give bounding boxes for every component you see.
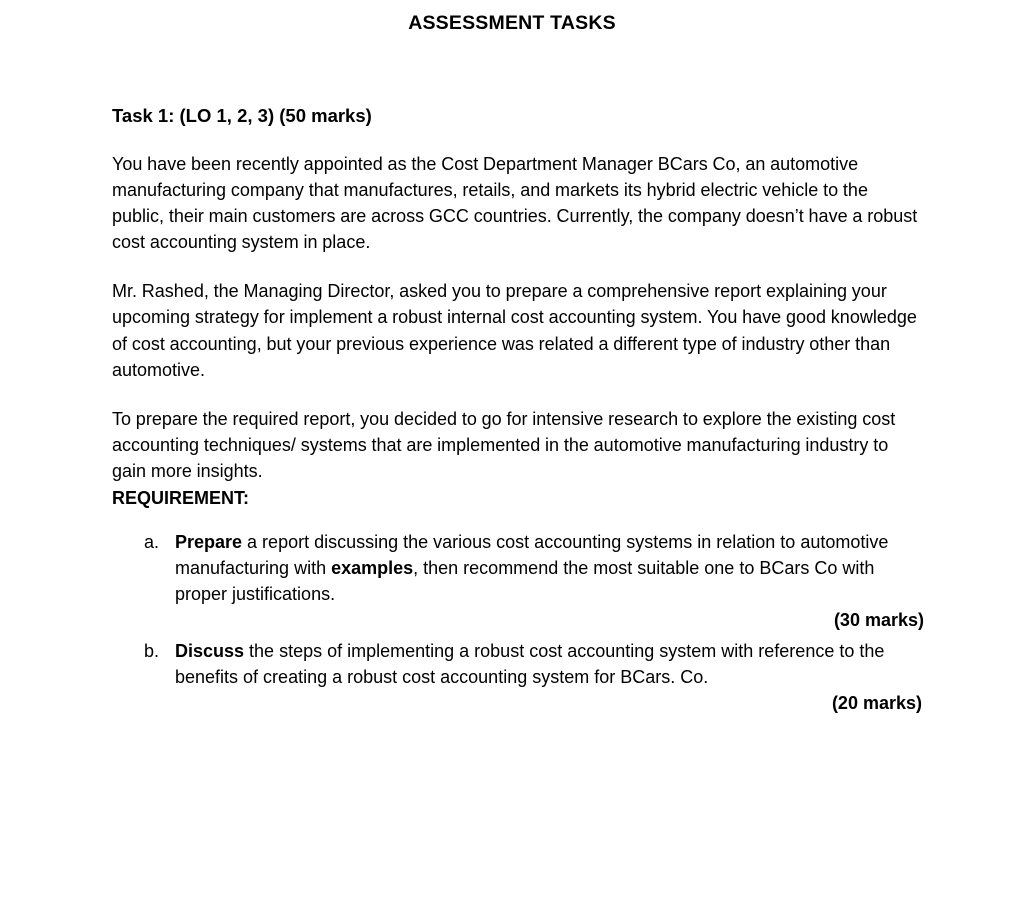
list-item <box>112 638 924 716</box>
paragraph-research: To prepare the required report, you decided to go for intensive research to explore the existing cost accounting techniques/ systems that are implemented in the automotive manufacturing industry to gain more insights. <box>112 408 896 481</box>
item-text-part1-a: a report discussing the various cost accounting systems in relation to automotive manufacturing with <box>175 532 889 579</box>
list-item-text-b <box>175 638 924 690</box>
item-text-part1-b: the steps of implementing a robust cost accounting system with reference to the benefits of creating a robust cost accounting system for BCars. Co. <box>175 640 885 687</box>
list-item-marker-b: b. <box>144 640 160 661</box>
task-heading: Task 1: (LO 1, 2, 3) (50 marks) <box>112 105 372 126</box>
item-text-part2-a: , then recommend the most suitable one to BCars Co with proper justifications. <box>175 558 875 605</box>
requirement-heading: REQUIREMENT: <box>112 488 250 508</box>
lead-bold-a: Prepare <box>175 532 243 553</box>
list-item-marker-a: a. <box>144 532 160 553</box>
list-item <box>112 529 924 633</box>
document-body <box>112 104 924 716</box>
emphasis-bold-a: examples <box>331 558 414 579</box>
paragraph-intro: You have been recently appointed as the Cost Department Manager BCars Co, an automotive manufacturing company that manufactures, retails, and markets its hybrid electric vehicle to the public, their main customers are across GCC countries. Currently, the company doesn’t have a robust cost accounting system in place. <box>112 153 918 253</box>
requirement-list <box>112 529 924 716</box>
paragraph-director-request: Mr. Rashed, the Managing Director, asked you to prepare a comprehensive report explaining your upcoming strategy for implement a robust internal cost accounting system. You have good knowledge of cost accounting, but your previous experience was related a different type of industry other than automotive. <box>112 281 917 380</box>
page-title: ASSESSMENT TASKS <box>408 12 616 34</box>
lead-bold-b: Discuss <box>175 640 245 661</box>
marks-allocation-b: (20 marks) <box>831 692 922 713</box>
list-item-text-a <box>175 529 924 607</box>
marks-allocation-a: (30 marks) <box>833 610 924 631</box>
